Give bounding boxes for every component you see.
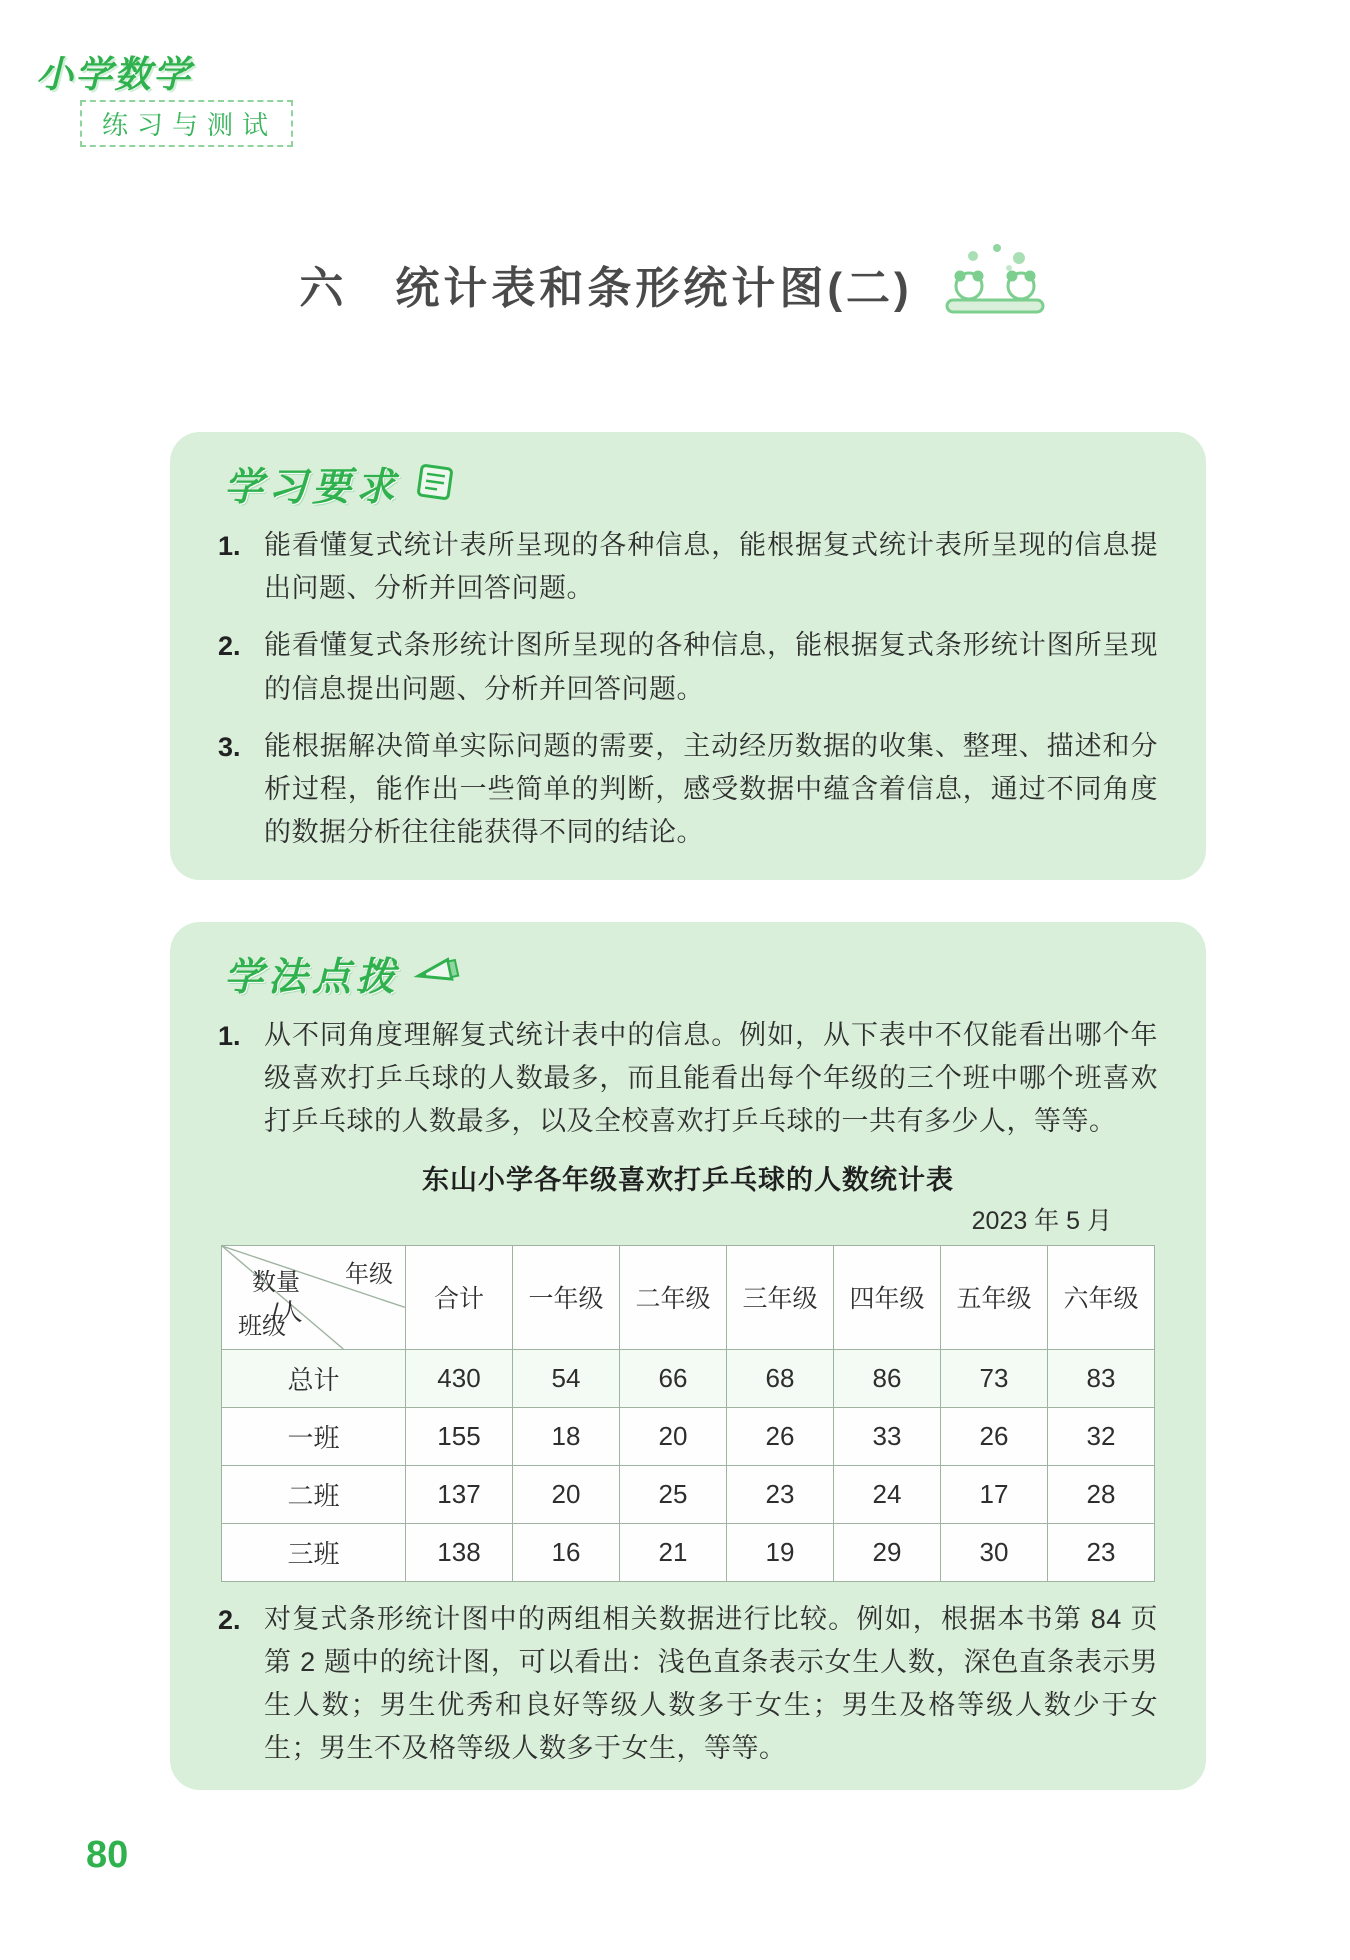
table-row-class3: [222, 1523, 1155, 1581]
cell: 83: [1048, 1349, 1155, 1407]
cell: 30: [941, 1523, 1048, 1581]
panda-decoration-icon: [939, 242, 1051, 325]
requirement-item-1: [218, 524, 1158, 610]
col-header: 一年级: [513, 1245, 620, 1349]
cell: 20: [513, 1465, 620, 1523]
cell: 23: [1048, 1523, 1155, 1581]
cell: 32: [1048, 1407, 1155, 1465]
requirement-item-2: [218, 624, 1158, 710]
corner-label-quantity: 数量 /人: [252, 1268, 303, 1326]
item-number: 2.: [218, 1604, 241, 1635]
item-number: 1.: [218, 1021, 241, 1051]
page-number: 80: [86, 1834, 129, 1876]
cell: 73: [941, 1349, 1048, 1407]
pencil-icon: [412, 952, 462, 997]
row-label: 总计: [222, 1349, 406, 1407]
item-text: 能看懂复式条形统计图所呈现的各种信息，能根据复式条形统计图所呈现的信息提出问题、分析并回答问题。: [264, 630, 1158, 704]
item-number: 2.: [218, 631, 241, 662]
item-text: 能根据解决简单实际问题的需要，主动经历数据的收集、整理、描述和分析过程，能作出一些简单的判断，感受数据中蕴含着信息，通过不同角度的数据分析往往能获得不同的结论。: [264, 730, 1158, 848]
row-label: 三班: [222, 1523, 406, 1581]
row-label: 一班: [222, 1407, 406, 1465]
cell: 28: [1048, 1465, 1155, 1523]
col-header: 五年级: [941, 1245, 1048, 1349]
tips-box: [170, 922, 1206, 1790]
cell: 25: [620, 1465, 727, 1523]
chapter-title: 六 统计表和条形统计图(二): [299, 263, 913, 313]
item-text: 对复式条形统计图中的两组相关数据进行比较。例如，根据本书第 84 页第 2 题中的统计图，可以看出：浅色直条表示女生人数，深色直条表示男生人数；男生优秀和良好等级人数多于女生；男生及格等级人数少于女生；男生不及格等级人数多于女生，等等。: [264, 1603, 1158, 1764]
series-logo: 小学数学: [36, 54, 192, 95]
cell: 17: [941, 1465, 1048, 1523]
requirement-item-3: [218, 725, 1158, 855]
notebook-icon: [412, 461, 458, 508]
corner-label-class: 班级: [238, 1312, 286, 1340]
table-date: 2023 年 5 月: [971, 1206, 1112, 1235]
col-header: 二年级: [620, 1245, 727, 1349]
cell: 20: [620, 1407, 727, 1465]
cell: 26: [941, 1407, 1048, 1465]
corner-label-grade: 年级: [345, 1260, 393, 1288]
col-header: 六年级: [1048, 1245, 1155, 1349]
requirements-label: 学习要求: [224, 466, 401, 509]
table-header-row: [222, 1245, 1155, 1349]
cell: 26: [727, 1407, 834, 1465]
cell: 24: [834, 1465, 941, 1523]
cell: 86: [834, 1349, 941, 1407]
tips-header: [224, 948, 1158, 1000]
cell: 18: [513, 1407, 620, 1465]
requirements-box: [170, 432, 1206, 880]
pingpong-stats-table: [221, 1245, 1155, 1582]
item-text: 从不同角度理解复式统计表中的信息。例如，从下表中不仅能看出哪个年级喜欢打乒乓球的人数最多，而且能看出每个年级的三个班中哪个班喜欢打乒乓球的人数最多，以及全校喜欢打乒乓球的一共有多少人，等等。: [264, 1020, 1158, 1137]
cell: 68: [727, 1349, 834, 1407]
cell: 138: [406, 1523, 513, 1581]
cell: 54: [513, 1349, 620, 1407]
row-label: 二班: [222, 1465, 406, 1523]
col-header: 四年级: [834, 1245, 941, 1349]
tip-item-2: [218, 1598, 1158, 1771]
cell: 137: [406, 1465, 513, 1523]
col-header: 合计: [406, 1245, 513, 1349]
cell: 19: [727, 1523, 834, 1581]
cell: 29: [834, 1523, 941, 1581]
item-number: 1.: [218, 531, 241, 561]
requirements-header: [224, 458, 1158, 510]
tip-item-1: [218, 1014, 1158, 1144]
table-row-class2: [222, 1465, 1155, 1523]
tips-label: 学法点拨: [224, 956, 401, 999]
table-corner-cell: [222, 1245, 406, 1349]
cell: 23: [727, 1465, 834, 1523]
col-header: 三年级: [727, 1245, 834, 1349]
chapter-title-row: [0, 242, 1350, 325]
item-number: 3.: [218, 731, 241, 762]
series-subtitle-badge: 练习与测试: [80, 100, 293, 147]
item-text: 能看懂复式统计表所呈现的各种信息，能根据复式统计表所呈现的信息提出问题、分析并回答问题。: [264, 530, 1158, 604]
cell: 155: [406, 1407, 513, 1465]
cell: 33: [834, 1407, 941, 1465]
cell: 66: [620, 1349, 727, 1407]
cell: 430: [406, 1349, 513, 1407]
table-row-total: [222, 1349, 1155, 1407]
table-title: 东山小学各年级喜欢打乒乓球的人数统计表: [422, 1164, 954, 1195]
cell: 16: [513, 1523, 620, 1581]
cell: 21: [620, 1523, 727, 1581]
table-row-class1: [222, 1407, 1155, 1465]
